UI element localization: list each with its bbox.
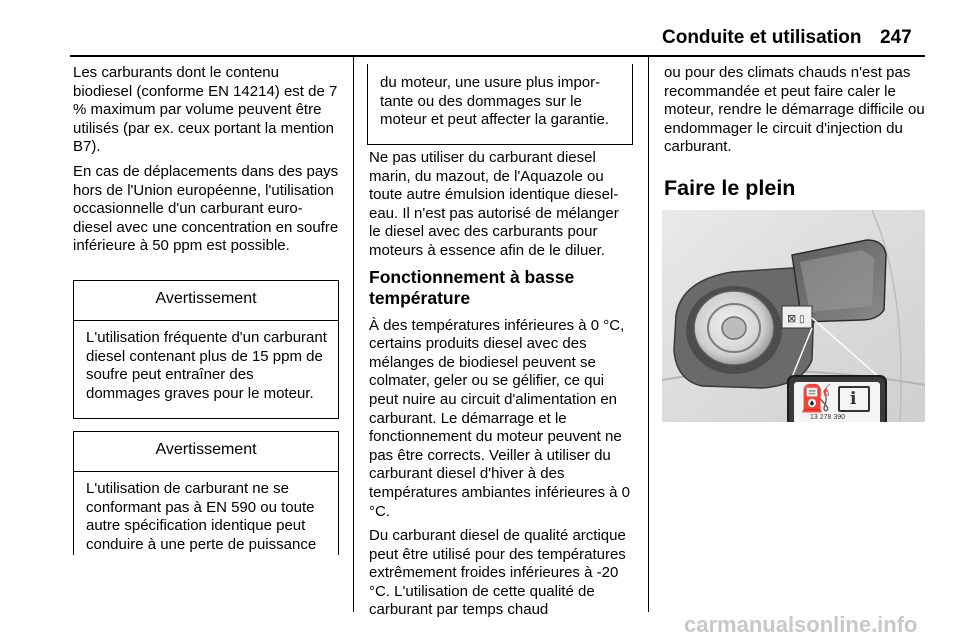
watermark: carmanualsonline.info bbox=[684, 612, 918, 637]
paragraph: Les carburants dont le contenu biodiesel (conforme EN 14214) est de 7 % maximum par volume peuvent être utilisés (par ex. ceux portant la mention B7). bbox=[73, 64, 338, 156]
warning-title: Avertissement bbox=[74, 280, 338, 321]
warning-box bbox=[73, 280, 339, 419]
column-divider-2 bbox=[648, 57, 649, 612]
page-number: 247 bbox=[880, 27, 912, 48]
paragraph: En cas de déplacements dans des pays hors de l'Union européenne, l'utilisation occasionnelle d'un carburant euro-diesel avec une concentration en soufre inférieure à 50 ppm est possible. bbox=[73, 162, 339, 255]
page-header-title: Conduite et utilisation bbox=[662, 27, 862, 48]
warning-box bbox=[73, 431, 339, 555]
paragraph: ou pour des climats chauds n'est pas recommandée et peut faire caler le moteur, rendre le démarrage difficile ou endommager le circuit d'injection du carburant. bbox=[664, 64, 925, 156]
subheading: Fonctionnement à basse température bbox=[369, 266, 575, 308]
warning-text: du moteur, une usure plus importante ou des dommages sur le moteur et peut affecter la garantie. bbox=[380, 74, 610, 129]
warning-box-continued bbox=[367, 64, 633, 145]
svg-text:⊠: ⊠ bbox=[787, 312, 797, 325]
warning-text: L'utilisation de carburant ne se conformant pas à EN 590 ou toute autre spécification identique peut conduire à une perte de puissance bbox=[86, 480, 317, 553]
manual-book-icon bbox=[838, 386, 870, 412]
header-rule bbox=[70, 55, 925, 57]
section-heading: Faire le plein bbox=[664, 175, 796, 200]
fuel-filler-illustration bbox=[662, 210, 925, 422]
column-1 bbox=[73, 64, 341, 262]
warning-title: Avertissement bbox=[74, 431, 338, 472]
paragraph: Ne pas utiliser du carburant diesel marin, du mazout, de l'Aquazole ou toute autre émulsion identique diesel-eau. Il n'est pas autorisé de mélanger le diesel avec des carburants pour moteurs à essence afin de le diluer. bbox=[369, 149, 619, 259]
svg-text:▯: ▯ bbox=[799, 314, 805, 325]
no-diesel-icon: ⛽ bbox=[800, 384, 833, 414]
info-icon: i bbox=[850, 389, 857, 409]
column-divider-1 bbox=[353, 57, 354, 612]
warning-text: L'utilisation fréquente d'un carburant diesel contenant plus de 15 ppm de soufre peut entraîner des dommages graves pour le moteur. bbox=[86, 329, 327, 402]
column-3 bbox=[664, 64, 929, 212]
column-2 bbox=[369, 149, 634, 626]
paragraph: À des températures inférieures à 0 °C, certains produits diesel avec des mélanges de biodiesel peuvent se colmater, geler ou se gélifier, ce qui peut nuire au circuit d'alimentation en carburant. Le démarrage et le fonctionnement du moteur peuvent ne pas être corrects. Veiller à utiliser du carburant diesel d'hiver à des températures ambiantes inférieures à 0 °C. bbox=[369, 316, 630, 520]
label-number: 13 278 390 bbox=[810, 414, 846, 421]
paragraph: Du carburant diesel de qualité arctique peut être utilisé pour des températures extrêmement froides inférieures à -20 °C. L'utilisation de cette qualité de carburant par temps chaud bbox=[369, 527, 626, 619]
